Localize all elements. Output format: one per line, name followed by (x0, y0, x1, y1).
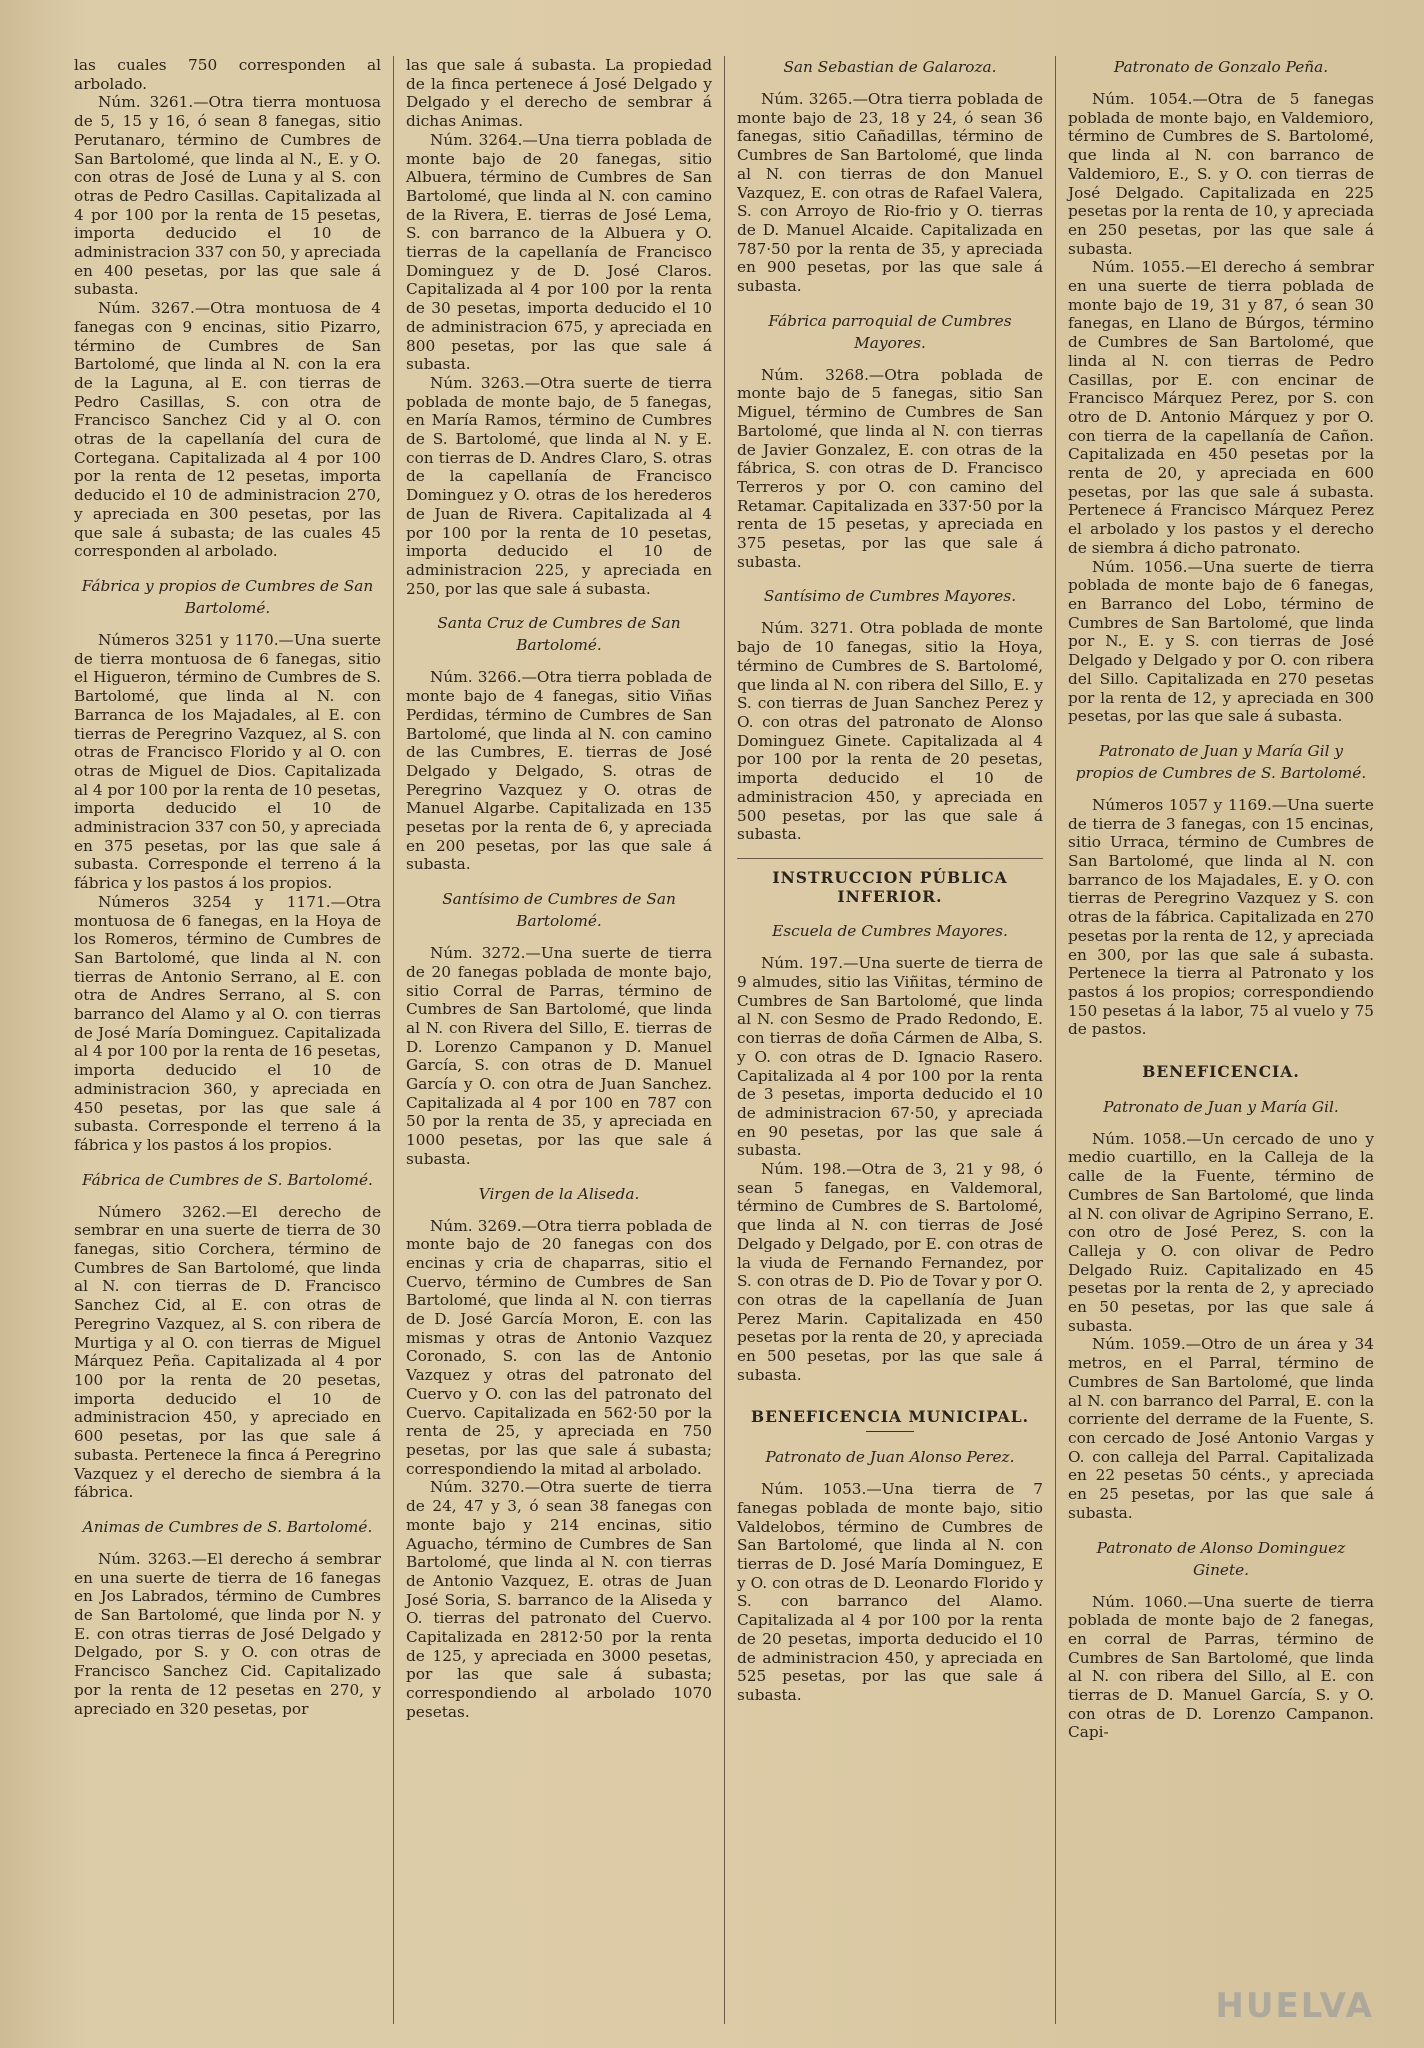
paragraph: Núm. 198.—Otra de 3, 21 y 98, ó sean 5 fanegas, en Valdemoral, término de Cumbres de S. Bartolomé, que linda al N. con tierras de José Delgado y Delgado, por E. con otras de la viuda de Fernando Fernandez, por S. con otras de D. Pio de Tovar y por O. con otras de la capellanía de Juan Perez Marin. Capitalizada en 450 pesetas por la renta de 20, y apreciada en 500 pesetas, por las que sale á subasta. (737, 1160, 1043, 1384)
category-heading: BENEFICENCIA. (1142, 1062, 1300, 1082)
paragraph: Núm. 3261.—Otra tierra montuosa de 5, 15 y 16, ó sean 8 fanegas, sitio Perutanaro, término de Cumbres de San Bartolomé, que linda al N., E. y O. con otras de José de Luna y al S. con otras de Pedro Casillas. Capitalizada al 4 por 100 por la renta de 15 pesetas, importa deducido el 10 de administracion 337 con 50, y apreciada en 400 pesetas, por las que sale á subasta. (74, 93, 381, 299)
paragraph: las cuales 750 corresponden al arbolado. (74, 56, 381, 93)
paragraph: Núm. 3271. Otra poblada de monte bajo de 10 fanegas, sitio la Hoya, término de Cumbres de S. Bartolomé, que linda al N. con ribera del Sillo, E. y S. con tierras de Juan Sanchez Perez y O. con otras del patronato de Alonso Dominguez Ginete. Capitalizada al 4 por 100 por la renta de 20 pesetas, importa deducido el 10 de administracion 450, y apreciada en 500 pesetas, por las que sale á subasta. (737, 619, 1043, 844)
section-heading: Santísimo de Cumbres Mayores. (763, 587, 1017, 606)
paragraph: Núm. 3269.—Otra tierra poblada de monte bajo de 20 fanegas con dos encinas y cria de chaparras, sitio el Cuervo, término de Cumbres de San Bartolomé, que linda al N. con tierras de D. José García Moron, E. con las mismas y otras de Antonio Vazquez Coronado, S. con las de Antonio Vazquez y otras del patronato del Cuervo y O. con las del patronato del Cuervo. Capitalizada en 562·50 por la renta de 25, y apreciada en 750 pesetas, por las que sale á subasta; correspondiendo la mitad al arbolado. (406, 1216, 712, 1478)
archive-watermark: HUELVA (1215, 1986, 1374, 2026)
section-heading: Patronato de Juan y María Gil. (1103, 1097, 1339, 1116)
category-heading: BENEFICENCIA MUNICIPAL. (750, 1407, 1029, 1427)
paragraph: Núm. 1056.—Una suerte de tierra poblada de monte bajo de 6 fanegas, en Barranco del Lobo, término de Cumbres de San Bartolomé, que linda por N., E. y S. con tierras de José Delgado y Delgado y por O. con ribera del Sillo. Capitalizada en 270 pesetas por la renta de 12, y apreciada en 300 pesetas, por las que sale á subasta. (1068, 557, 1374, 726)
section-heading: Escuela de Cumbres Mayores. (772, 922, 1008, 941)
section-heading: Animas de Cumbres de S. Bartolomé. (82, 1517, 373, 1536)
paragraph: Núm. 1054.—Otra de 5 fanegas poblada de monte bajo, en Valdemioro, término de Cumbres de S. Bartolomé, que linda al N. con barranco de Valdemioro, E., S. y O. con tierras de José Delgado. Capitalizada en 225 pesetas por la renta de 10, y apreciada en 250 pesetas, por las que sale á subasta. (1068, 90, 1374, 258)
paragraph: Núm. 3268.—Otra poblada de monte bajo de 5 fanegas, sitio San Miguel, término de Cumbres de San Bartolomé, que linda al N. con tierras de Javier Gonzalez, E. con otras de la fábrica, S. con otras de D. Francisco Terreros y por O. con camino del Retamar. Capitalizada en 337·50 por la renta de 15 pesetas, y apreciada en 375 pesetas, por las que sale á subasta. (737, 365, 1043, 571)
paragraph: Núm. 3272.—Una suerte de tierra de 20 fanegas poblada de monte bajo, sitio Corral de Parras, término de Cumbres de San Bartolomé, que linda al N. con Rivera del Sillo, E. tierras de D. Lorenzo Campanon y D. Manuel García, S. con otras de D. Manuel García y O. con otra de Juan Sanchez. Capitalizada al 4 por 100 en 787 con 50 por la renta de 35, y apreciada en 1000 pesetas, por las que sale á subasta. (406, 944, 712, 1168)
column-3 (724, 56, 1055, 2024)
paragraph: Núm. 3263.—Otra suerte de tierra poblada de monte bajo, de 5 fanegas, en María Ramos, término de Cumbres de S. Bartolomé, que linda al N. y E. con tierras de D. Andres Claro, S. otras de la capellanía de Francisco Dominguez y O. otras de los herederos de Juan de Rivera. Capitalizada al 4 por 100 por la renta de 10 pesetas, importa deducido el 10 de administracion 225, y apreciada en 250, por las que sale á subasta. (406, 373, 712, 598)
paragraph: Núm. 197.—Una suerte de tierra de 9 almudes, sitio las Viñitas, término de Cumbres de San Bartolomé, que linda al N. con Sesmo de Prado Redondo, E. con tierras de doña Cármen de Alba, S. y O. con otras de D. Ignacio Rasero. Capitalizada al 4 por 100 por la renta de 3 pesetas, importa deducido el 10 de administracion 67·50, y apreciada en 90 pesetas, por las que sale á subasta. (737, 954, 1043, 1160)
section-heading: Fábrica parroquial de Cumbres Mayores. (768, 311, 1012, 352)
section-heading: Santa Cruz de Cumbres de San Bartolomé. (437, 614, 681, 655)
paragraph: Núm. 1055.—El derecho á sembrar en una suerte de tierra poblada de monte bajo de 19, 31 y 87, ó sean 30 fanegas, en Llano de Búrgos, término de Cumbres de San Bartolomé, que linda al N. con tierras de Pedro Casillas, por E. con encinar de Francisco Márquez Perez, por S. con otro de D. Antonio Márquez y por O. con tierra de la capellanía de Cañon. Capitalizada en 450 pesetas por la renta de 20, y apreciada en 600 pesetas, por las que sale á subasta. Pertenece á Francisco Márquez Perez el arbolado y los pastos y el derecho de siembra á dicho patronato. (1068, 258, 1374, 557)
paragraph: Núm. 3264.—Una tierra poblada de monte bajo de 20 fanegas, sitio Albuera, término de Cumbres de San Bartolomé, que linda al N. con camino de la Rivera, E. tierras de José Lema, S. con barranco de la Albuera y O. tierras de la capellanía de Francisco Dominguez y de D. José Claros. Capitalizada al 4 por 100 por la renta de 30 pesetas, importa deducido el 10 de administracion 675, y apreciada en 800 pesetas, por las que sale á subasta. (406, 130, 712, 374)
column-2 (393, 56, 724, 2024)
paragraph: Números 3251 y 1170.—Una suerte de tierra montuosa de 6 fanegas, sitio el Higueron, término de Cumbres de S. Bartolomé, que linda al N. con Barranca de los Majadales, al E. con tierras de Peregrino Vazquez, al S. con otras de Francisco Florido y al O. con otras de Miguel de Dios. Capitalizada al 4 por 100 por la renta de 10 pesetas, importa deducido el 10 de administracion 337 con 50, y apreciada en 375 pesetas, por las que sale á subasta. Corresponde el terreno á la fábrica y los pastos á los propios. (74, 630, 381, 893)
section-heading: Patronato de Gonzalo Peña. (1113, 58, 1329, 76)
paragraph: Núm. 3265.—Otra tierra poblada de monte bajo de 23, 18 y 24, ó sean 36 fanegas, sitio Cañadillas, término de Cumbres de San Bartolomé, que linda al N. con tierras de don Manuel Vazquez, E. con otras de Rafael Valera, S. con Arroyo de Rio-frio y O. tierras de D. Manuel Alcaide. Capitalizada en 787·50 por la renta de 35, y apreciada en 900 pesetas, por las que sale á subasta. (737, 90, 1043, 296)
section-heading: San Sebastian de Galaroza. (783, 58, 997, 76)
paragraph: Núm. 1058.—Un cercado de uno y medio cuartillo, en la Calleja de la calle de la Fuente, término de Cumbres de San Bartolomé, que linda al N. con olivar de Agripino Serrano, E. con otro de José Perez, S. con la Calleja y O. con olivar de Pedro Delgado Ruiz. Capitalizado en 45 pesetas por la renta de 2, y apreciado en 50 pesetas, por las que sale á subasta. (1068, 1129, 1374, 1335)
paragraph: Números 1057 y 1169.—Una suerte de tierra de 3 fanegas, con 15 encinas, sitio Urraca, término de Cumbres de San Bartolomé, que linda al N. con barranco de los Majadales, E. y O. con tierras de Peregrino Vazquez y S. con otras de la fábrica. Capitalizada en 270 pesetas por la renta de 12, y apreciada en 300, por las que sale á subasta. Pertenece la tierra al Patronato y los pastos á los propios; correspondiendo 150 pesetas á la labor, 75 al vuelo y 75 de pastos. (1068, 795, 1374, 1039)
paragraph: Núm. 1059.—Otro de un área y 34 metros, en el Parral, término de Cumbres de San Bartolomé, que linda al N. con barranco del Parral, E. con la corriente del derrame de la Fuente, S. con cercado de José Antonio Vargas y O. con calleja del Parral. Capitalizada en 22 pesetas 50 cénts., y apreciada en 25 pesetas, por las que sale á subasta. (1068, 1335, 1374, 1522)
paragraph: Núm. 3270.—Otra suerte de tierra de 24, 47 y 3, ó sean 38 fanegas con monte bajo y 214 encinas, sitio Aguacho, término de Cumbres de San Bartolomé, que linda al N. con tierras de Antonio Vazquez, E. otras de Juan José Soria, S. barranco de la Aliseda y O. tierras del patronato del Cuervo. Capitalizada en 2812·50 por la renta de 125, y apreciada en 3000 pesetas, por las que sale á subasta; correspondiendo al arbolado 1070 pesetas. (406, 1478, 712, 1721)
paragraph: Núm. 3267.—Otra montuosa de 4 fanegas con 9 encinas, sitio Pizarro, término de Cumbres de San Bartolomé, que linda al N. con la era de la Laguna, al E. con tierras de Pedro Casillas, S. con otra de Francisco Sanchez Cid y al O. con otras de la capellanía del cura de Cortegana. Capitalizada al 4 por 100 por la renta de 12 pesetas, importa deducido el 10 de administracion 270, y apreciada en 300 pesetas, por las que sale á subasta; de las cuales 45 corresponden al arbolado. (74, 299, 381, 561)
paragraph: Núm. 1060.—Una suerte de tierra poblada de monte bajo de 2 fanegas, en corral de Parras, término de Cumbres de San Bartolomé, que linda al N. con ribera del Sillo, al E. con tierras de D. Manuel García, S. y O. con otras de D. Lorenzo Campanon. Capi- (1068, 1592, 1374, 1742)
paragraph: Núm. 1053.—Una tierra de 7 fanegas poblada de monte bajo, sitio Valdelobos, término de Cumbres de San Bartolomé, que linda al N. con tierras de D. José María Dominguez, E y O. con otras de D. Leonardo Florido y S. con barranco del Alamo. Capitalizada al 4 por 100 por la renta de 20 pesetas, importa deducido el 10 de administracion 450, y apreciada en 525 pesetas, por las que sale á subasta. (737, 1480, 1043, 1704)
section-heading: Patronato de Alonso Dominguez Ginete. (1096, 1538, 1346, 1579)
paragraph: las que sale á subasta. La propiedad de la finca pertenece á José Delgado y Delgado y el derecho de sembrar á dichas Animas. (406, 56, 712, 131)
column-4 (1055, 56, 1386, 2024)
paragraph: Número 3262.—El derecho de sembrar en una suerte de tierra de 30 fanegas, sitio Corchera, término de Cumbres de San Bartolomé, que linda al N. con tierras de D. Francisco Sanchez Cid, al E. con otras de Peregrino Vazquez, al S. con ribera de Murtiga y al O. con tierras de Miguel Márquez Peña. Capitalizada al 4 por 100 por la renta de 20 pesetas, importa deducido el 10 de administracion 450, y apreciado en 600 pesetas, por las que sale á subasta. Pertenece la finca á Peregrino Vazquez y el derecho de siembra á la fábrica. (74, 1202, 381, 1502)
column-1 (62, 56, 393, 2024)
section-heading: Fábrica y propios de Cumbres de San Bartolomé. (81, 576, 374, 617)
section-heading: Patronato de Juan y María Gil y propios de Cumbres de S. Bartolomé. (1075, 741, 1367, 782)
divider (866, 1431, 914, 1432)
category-heading: INSTRUCCION PÚBLICA INFERIOR. (737, 858, 1043, 906)
paragraph: Núm. 3263.—El derecho á sembrar en una suerte de tierra de 16 fanegas en Jos Labrados, término de Cumbres de San Bartolomé, que linda por N. y E. con otras tierras de José Delgado y Delgado, por S. y O. con otras de Francisco Sanchez Cid. Capitalizado por la renta de 12 pesetas en 270, y apreciado en 320 pesetas, por (74, 1549, 381, 1718)
columns (62, 56, 1388, 2024)
section-heading: Fábrica de Cumbres de S. Bartolomé. (82, 1170, 373, 1189)
paragraph: Núm. 3266.—Otra tierra poblada de monte bajo de 4 fanegas, sitio Viñas Perdidas, término de Cumbres de San Bartolomé, que linda al N. con camino de las Cumbres, E. tierras de José Delgado y Delgado, S. otras de Peregrino Vazquez y O. otras de Manuel Algarbe. Capitalizada en 135 pesetas por la renta de 6, y apreciada en 200 pesetas, por las que sale á subasta. (406, 668, 712, 874)
section-heading: Patronato de Juan Alonso Perez. (765, 1448, 1015, 1467)
section-heading: Virgen de la Aliseda. (478, 1184, 640, 1203)
paragraph: Números 3254 y 1171.—Otra montuosa de 6 fanegas, en la Hoya de los Romeros, término de Cumbres de San Bartolomé, que linda al N. con tierras de Antonio Serrano, al E. con otra de Andres Serrano, al S. con barranco del Alamo y al O. con tierras de José María Dominguez. Capitalizada al 4 por 100 por la renta de 16 pesetas, importa deducido el 10 de administracion 360, y apreciada en 450 pesetas, por las que sale á subasta. Corresponde el terreno á la fábrica y los pastos á los propios. (74, 892, 381, 1154)
section-heading: Santísimo de Cumbres de San Bartolomé. (442, 890, 676, 931)
